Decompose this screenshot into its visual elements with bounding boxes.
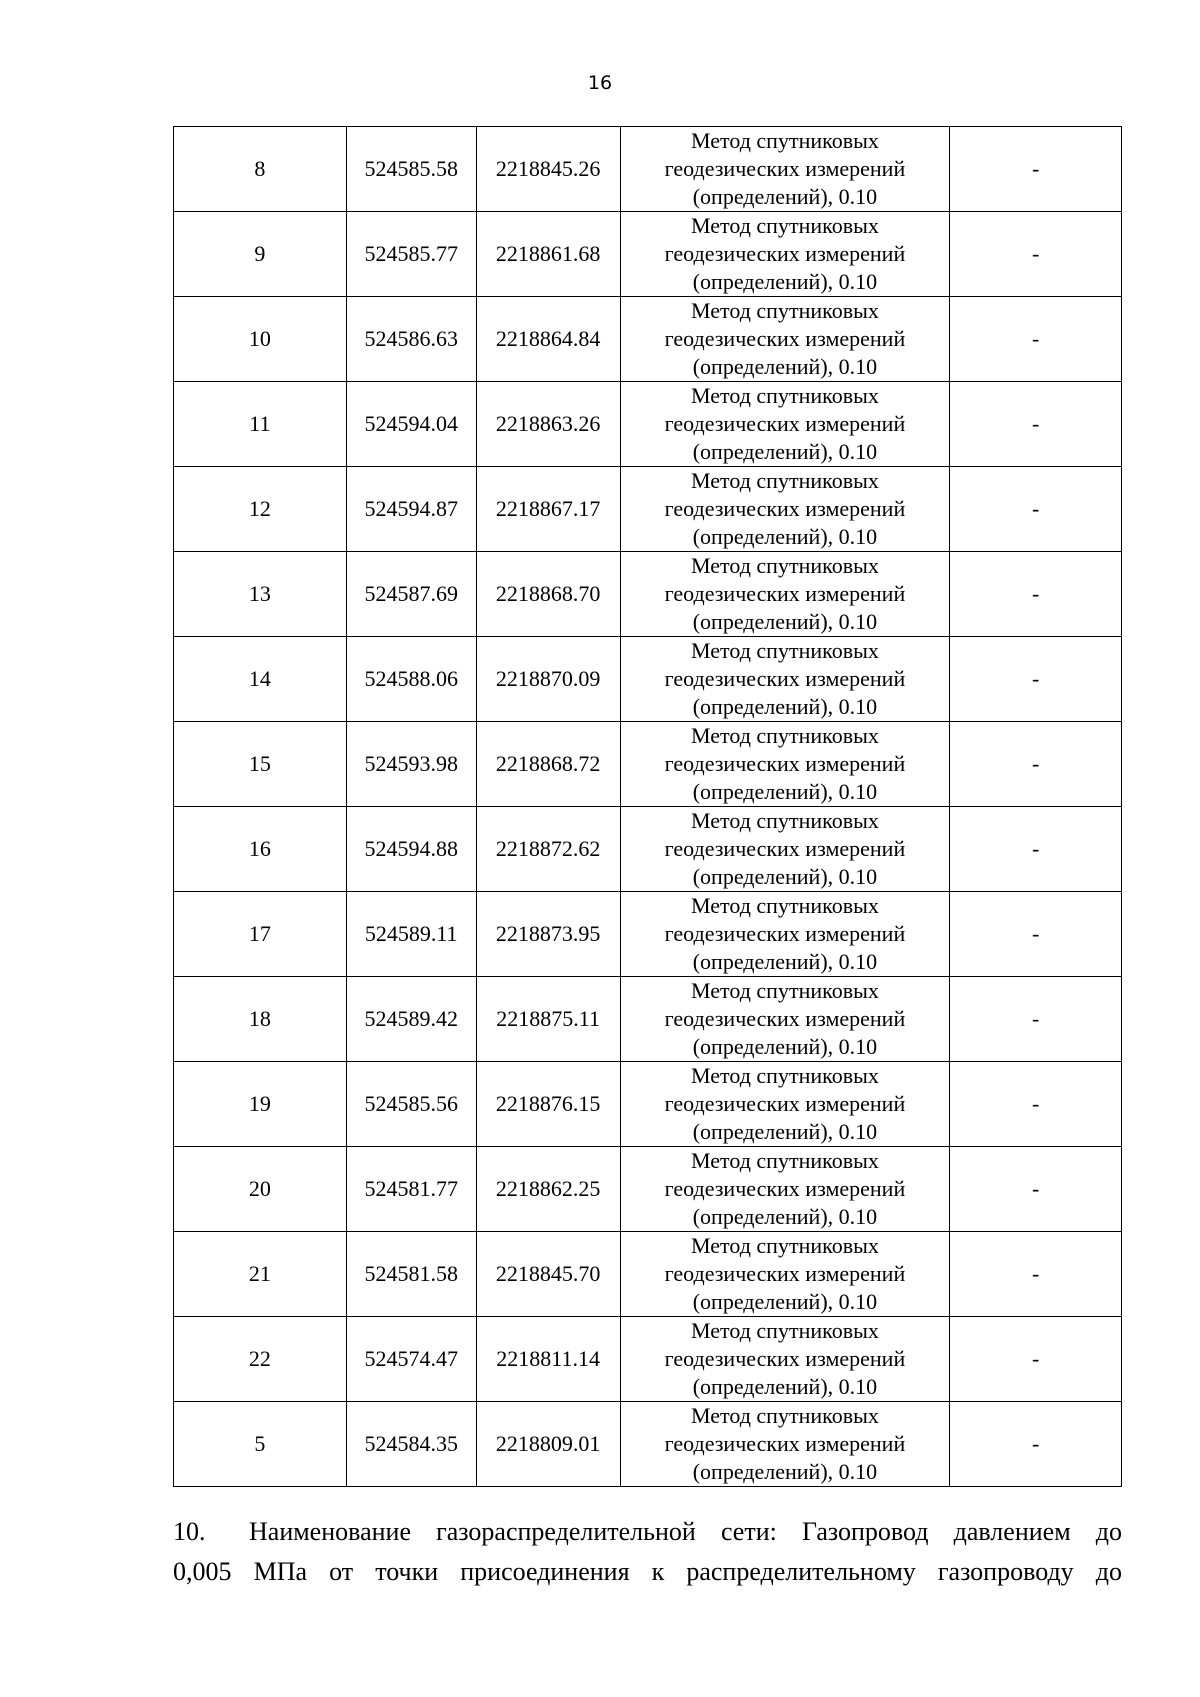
point-number-cell: 14 [174,637,347,722]
paragraph-line-1 [173,1512,1122,1552]
method-cell [620,977,950,1062]
table-row [174,212,1122,297]
x-coordinate-cell: 524585.77 [346,212,476,297]
description-cell: - [950,977,1122,1062]
y-coordinate-cell: 2218845.70 [476,1232,620,1317]
description-cell: - [950,807,1122,892]
method-line: геодезических измерений [664,836,906,861]
point-number-cell: 18 [174,977,347,1062]
point-number-cell: 9 [174,212,347,297]
y-coordinate-cell: 2218868.70 [476,552,620,637]
method-line: Метод спутниковых [691,213,879,238]
table-row [174,722,1122,807]
method-line: (определений), 0.10 [692,354,878,379]
x-coordinate-cell: 524584.35 [346,1402,476,1487]
method-line: (определений), 0.10 [692,949,878,974]
method-cell [620,637,950,722]
point-number-cell: 15 [174,722,347,807]
y-coordinate-cell: 2218864.84 [476,297,620,382]
description-cell: - [950,1062,1122,1147]
method-line: Метод спутниковых [691,1403,879,1428]
point-number-cell: 12 [174,467,347,552]
point-number-cell: 11 [174,382,347,467]
y-coordinate-cell: 2218873.95 [476,892,620,977]
method-cell [620,467,950,552]
method-line: (определений), 0.10 [692,779,878,804]
method-line: Метод спутниковых [691,808,879,833]
table-row [174,297,1122,382]
y-coordinate-cell: 2218862.25 [476,1147,620,1232]
point-number-cell: 20 [174,1147,347,1232]
description-cell: - [950,1232,1122,1317]
method-line: Метод спутниковых [691,1318,879,1343]
table-row [174,1232,1122,1317]
method-line: (определений), 0.10 [692,1119,878,1144]
method-line: (определений), 0.10 [692,1289,878,1314]
table-row [174,1147,1122,1232]
y-coordinate-cell: 2218867.17 [476,467,620,552]
method-line: геодезических измерений [664,1261,906,1286]
method-cell [620,297,950,382]
method-cell [620,1147,950,1232]
method-line: геодезических измерений [664,666,906,691]
point-number-cell: 5 [174,1402,347,1487]
x-coordinate-cell: 524574.47 [346,1317,476,1402]
method-line: Метод спутниковых [691,553,879,578]
method-line: геодезических измерений [664,1431,906,1456]
y-coordinate-cell: 2218875.11 [476,977,620,1062]
method-cell [620,1317,950,1402]
x-coordinate-cell: 524594.04 [346,382,476,467]
method-line: геодезических измерений [664,496,906,521]
method-line: геодезических измерений [664,411,906,436]
x-coordinate-cell: 524588.06 [346,637,476,722]
description-cell: - [950,212,1122,297]
table-row [174,637,1122,722]
table-row [174,1062,1122,1147]
description-cell: - [950,127,1122,212]
table-row [174,892,1122,977]
method-line: геодезических измерений [664,156,906,181]
method-line: (определений), 0.10 [692,694,878,719]
point-number-cell: 22 [174,1317,347,1402]
method-line: Метод спутниковых [691,128,879,153]
y-coordinate-cell: 2218872.62 [476,807,620,892]
method-line: (определений), 0.10 [692,524,878,549]
table-row [174,382,1122,467]
method-line: (определений), 0.10 [692,184,878,209]
method-line: (определений), 0.10 [692,1459,878,1484]
method-line: (определений), 0.10 [692,1374,878,1399]
method-cell [620,127,950,212]
description-cell: - [950,892,1122,977]
x-coordinate-cell: 524593.98 [346,722,476,807]
y-coordinate-cell: 2218868.72 [476,722,620,807]
method-line: (определений), 0.10 [692,269,878,294]
x-coordinate-cell: 524587.69 [346,552,476,637]
x-coordinate-cell: 524585.58 [346,127,476,212]
method-line: Метод спутниковых [691,723,879,748]
section-paragraph [173,1512,1122,1592]
point-number-cell: 17 [174,892,347,977]
x-coordinate-cell: 524589.42 [346,977,476,1062]
y-coordinate-cell: 2218861.68 [476,212,620,297]
method-line: Метод спутниковых [691,893,879,918]
method-line: Метод спутниковых [691,978,879,1003]
y-coordinate-cell: 2218870.09 [476,637,620,722]
point-number-cell: 21 [174,1232,347,1317]
method-line: геодезических измерений [664,1176,906,1201]
method-line: геодезических измерений [664,1091,906,1116]
method-line: Метод спутниковых [691,638,879,663]
x-coordinate-cell: 524585.56 [346,1062,476,1147]
description-cell: - [950,1317,1122,1402]
table-row [174,127,1122,212]
method-line: геодезических измерений [664,241,906,266]
method-line: Метод спутниковых [691,1233,879,1258]
y-coordinate-cell: 2218845.26 [476,127,620,212]
paragraph-line-2: 0,005 МПа от точки присоединения к распределительному газопроводу до [173,1557,1122,1586]
point-number-cell: 8 [174,127,347,212]
method-line: (определений), 0.10 [692,439,878,464]
x-coordinate-cell: 524594.88 [346,807,476,892]
table-row [174,467,1122,552]
description-cell: - [950,1147,1122,1232]
point-number-cell: 19 [174,1062,347,1147]
point-number-cell: 13 [174,552,347,637]
y-coordinate-cell: 2218809.01 [476,1402,620,1487]
method-line: (определений), 0.10 [692,864,878,889]
x-coordinate-cell: 524586.63 [346,297,476,382]
coordinates-table-body [174,127,1122,1487]
table-row [174,1402,1122,1487]
method-cell [620,552,950,637]
description-cell: - [950,297,1122,382]
y-coordinate-cell: 2218863.26 [476,382,620,467]
method-line: геодезических измерений [664,326,906,351]
method-line: Метод спутниковых [691,1148,879,1173]
method-line: Метод спутниковых [691,1063,879,1088]
description-cell: - [950,467,1122,552]
table-row [174,1317,1122,1402]
method-line: геодезических измерений [664,1346,906,1371]
method-cell [620,212,950,297]
method-line: геодезических измерений [664,751,906,776]
method-cell [620,807,950,892]
method-cell [620,1062,950,1147]
description-cell: - [950,637,1122,722]
method-line: Метод спутниковых [691,383,879,408]
x-coordinate-cell: 524581.77 [346,1147,476,1232]
method-cell [620,1232,950,1317]
method-line: геодезических измерений [664,1006,906,1031]
method-cell [620,892,950,977]
method-line: (определений), 0.10 [692,609,878,634]
method-cell [620,382,950,467]
x-coordinate-cell: 524589.11 [346,892,476,977]
description-cell: - [950,382,1122,467]
point-number-cell: 10 [174,297,347,382]
description-cell: - [950,552,1122,637]
description-cell: - [950,722,1122,807]
y-coordinate-cell: 2218811.14 [476,1317,620,1402]
table-row [174,552,1122,637]
method-line: Метод спутниковых [691,468,879,493]
point-number-cell: 16 [174,807,347,892]
paragraph-text-1: Наименование газораспределительной сети: Газопровод давлением до [249,1517,1122,1546]
method-line: геодезических измерений [664,921,906,946]
method-line: (определений), 0.10 [692,1204,878,1229]
table-row [174,977,1122,1062]
y-coordinate-cell: 2218876.15 [476,1062,620,1147]
paragraph-number: 10. [173,1517,206,1546]
x-coordinate-cell: 524594.87 [346,467,476,552]
method-line: Метод спутниковых [691,298,879,323]
method-line: геодезических измерений [664,581,906,606]
table-row [174,807,1122,892]
method-cell [620,1402,950,1487]
page-number: 16 [587,72,613,94]
coordinates-table [173,126,1122,1487]
x-coordinate-cell: 524581.58 [346,1232,476,1317]
method-cell [620,722,950,807]
method-line: (определений), 0.10 [692,1034,878,1059]
description-cell: - [950,1402,1122,1487]
